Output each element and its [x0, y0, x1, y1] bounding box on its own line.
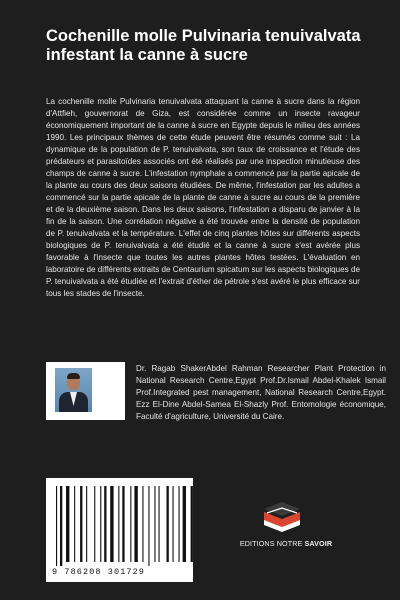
isbn-barcode: [46, 478, 193, 582]
book-title: Cochenille molle Pulvinaria tenuivalvata infestant la canne à sucre: [46, 27, 361, 64]
publisher-name: [230, 539, 342, 548]
book-summary: La cochenille molle Pulvinaria tenuivalvata attaquant la canne à sucre dans la région d'Attfieh, gouvernorat de Giza, est considérée comme un insecte ravageur économiquement important de la canne à sucre en Egypte depuis le milieu des années 1990. Les principaux thèmes de cette étude peuvent être résumés comme suit : La dynamique de la population de P. tenuivalvata, son taux de croissance et l'étude des prédateurs et parasitoïdes associés ont été réalisés par une inspection minutieuse des champs de canne à sucre. L'infestation nymphale a commencé par la partie apicale de la plante au cours des deux saisons étudiées. De même, l'infestation par les adultes a commencé sur la partie apicale de la plante de canne à sucre au cours de la première et de la deuxième saison. Dans les deux saisons, l'infestation a disparu de janvier à la fin de la saison. Une corrélation négative a été trouvée entre la densité de population de P. tenuivalvata et la température. L'effet de cinq plantes hôtes sur différents aspects biologiques de P. tenuivalvata a été étudié et la canne à sucre s'est avérée plus favorable à l'insecte que toutes les autres plantes hôtes testées. L'évaluation en laboratoire de différents extraits de Centaurium spicatum sur les aspects biologiques de P. tenuivalvata a été étudiée et l'extrait d'éther de pétrole s'est avéré le plus efficace sur tous les stades de l'insecte.: [46, 97, 360, 298]
author-photo-frame: [46, 362, 125, 420]
publisher-logo-icon: [262, 500, 302, 534]
isbn-digits: 9 786208 301729: [52, 567, 146, 577]
publisher-name-bold: SAVOIR: [304, 539, 333, 548]
publisher-name-regular: EDITIONS NOTRE: [239, 539, 305, 548]
author-photo: [55, 368, 92, 412]
author-bio: Dr. Ragab ShakerAbdel Rahman Researcher Plant Protection in National Research Centre,Egypt Prof.Dr.Ismail Abdel-Khalek Ismail Prof.Integrated pest management, National Research Centre,Egypt. Ezz El-Dine Abdel-Samea El-Shazly Prof. Entomologie économique, Faculté d'agriculture, Université du Caire.: [136, 364, 386, 421]
barcode-bars: [46, 478, 193, 568]
